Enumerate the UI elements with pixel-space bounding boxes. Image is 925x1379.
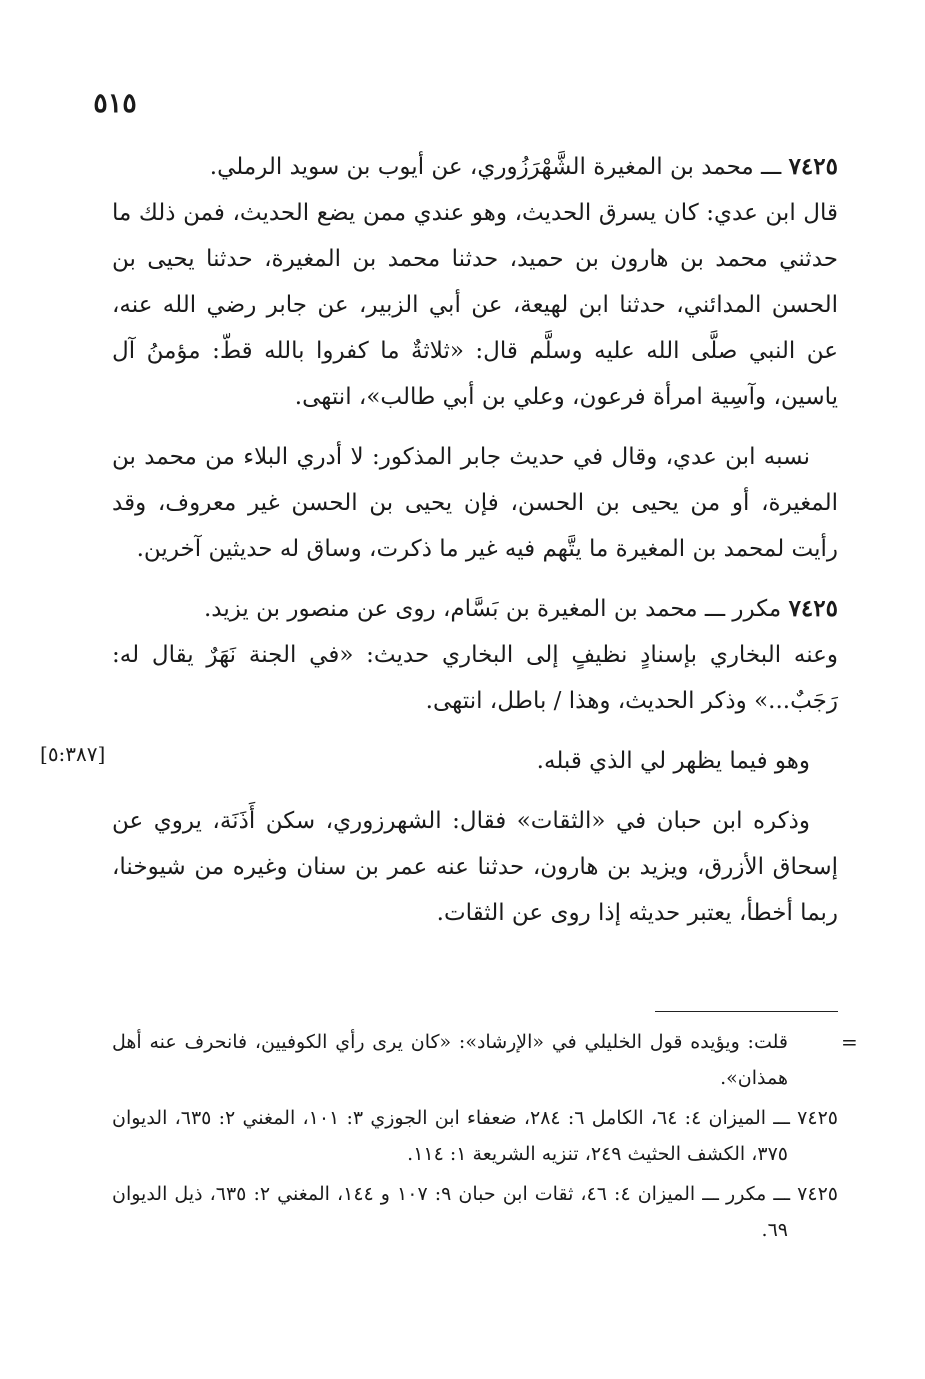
footnote-entry: ٧٤٢٥ ـــ الميزان ٤: ٦٤، الكامل ٦: ٢٨٤، ضعفاء ابن الجوزي ٣: ١٠١، المغني ٢: ٦٣٥، الديوان ٣٧٥، الكشف الحثيث ٢٤٩، تنزيه الشريعة ١: ١١٤. bbox=[112, 1107, 838, 1165]
page-number: ٥١٥ bbox=[93, 88, 137, 119]
footnote-entry: ٧٤٢٥ ـــ مكرر ـــ الميزان ٤: ٤٦، ثقات ابن حبان ٩: ١٠٧ و ١٤٤، المغني ٢: ٦٣٥، ذيل الديوان ٦٩. bbox=[112, 1183, 838, 1241]
entry-paragraph: وهو فيما يظهر لي الذي قبله. bbox=[536, 748, 810, 774]
footnote-continuation: قلت: ويؤيده قول الخليلي في «الإرشاد»: «كان يرى رأي الكوفيين، فانحرف عنه أهل همذان». bbox=[112, 1031, 788, 1089]
paragraph-gap bbox=[112, 572, 838, 586]
entry-paragraph: نسبه ابن عدي، وقال في حديث جابر المذكور: لا أدري البلاء من محمد بن المغيرة، أو من يحيى بن الحسن، فإن يحيى بن الحسن غير معروف، وقد رأيت لمحمد بن المغيرة ما يتَّهم فيه غير ما ذكرت، وساق له حديثين آخرين. bbox=[112, 444, 838, 562]
paragraph-gap bbox=[112, 724, 838, 738]
entry-number: ٧٤٢٥ bbox=[788, 595, 838, 622]
entry-title: مكرر ـــ محمد بن المغيرة بن بَسَّام، روى عن منصور بن يزيد. bbox=[203, 596, 789, 622]
paragraph-gap bbox=[112, 420, 838, 434]
paragraph-gap bbox=[112, 784, 838, 798]
entry-number: ٧٤٢٥ bbox=[788, 153, 838, 180]
main-text bbox=[112, 144, 838, 936]
entry-paragraph: وذكره ابن حبان في «الثقات» فقال: الشهرزوري، سكن أَذَنَة، يروي عن إسحاق الأزرق، ويزيد بن هارون، حدثنا عنه عمر بن سنان وغيره من شيوخنا، ربما أخطأ، يعتبر حديثه إذا روى عن الثقات. bbox=[112, 808, 838, 926]
entry-heading bbox=[112, 586, 838, 632]
entry-body: قال ابن عدي: كان يسرق الحديث، وهو عندي ممن يضع الحديث، فمن ذلك ما حدثني محمد بن هارون بن حميد، حدثنا محمد بن المغيرة، حدثنا يحيى بن الحسن المدائني، حدثنا ابن لهيعة، عن أبي الزبير، عن جابر رضي الله عنه، عن النبي صلَّى الله عليه وسلَّم قال: «ثلاثةٌ ما كفروا بالله قطّ: مؤمنُ آل ياسين، وآسِية امرأة فرعون، وعلي بن أبي طالب»، انتهى. bbox=[112, 200, 838, 410]
entry-body: وعنه البخاري بإسنادٍ نظيفٍ إلى البخاري حديث: «في الجنة نَهَرٌ يقال له: رَجَبٌ...» وذكر الحديث، وهذا / باطل، انتهى. bbox=[112, 642, 838, 714]
margin-page-reference: [٥:٣٨٧] bbox=[40, 742, 106, 766]
footnote-divider bbox=[655, 1011, 838, 1012]
footnotes bbox=[112, 1024, 838, 1252]
footnote-continuation-marker: = bbox=[841, 1030, 858, 1054]
entry-title: ـــ محمد بن المغيرة الشَّهْرَزُوري، عن أيوب بن سويد الرملي. bbox=[209, 154, 789, 180]
entry-heading bbox=[112, 144, 838, 190]
